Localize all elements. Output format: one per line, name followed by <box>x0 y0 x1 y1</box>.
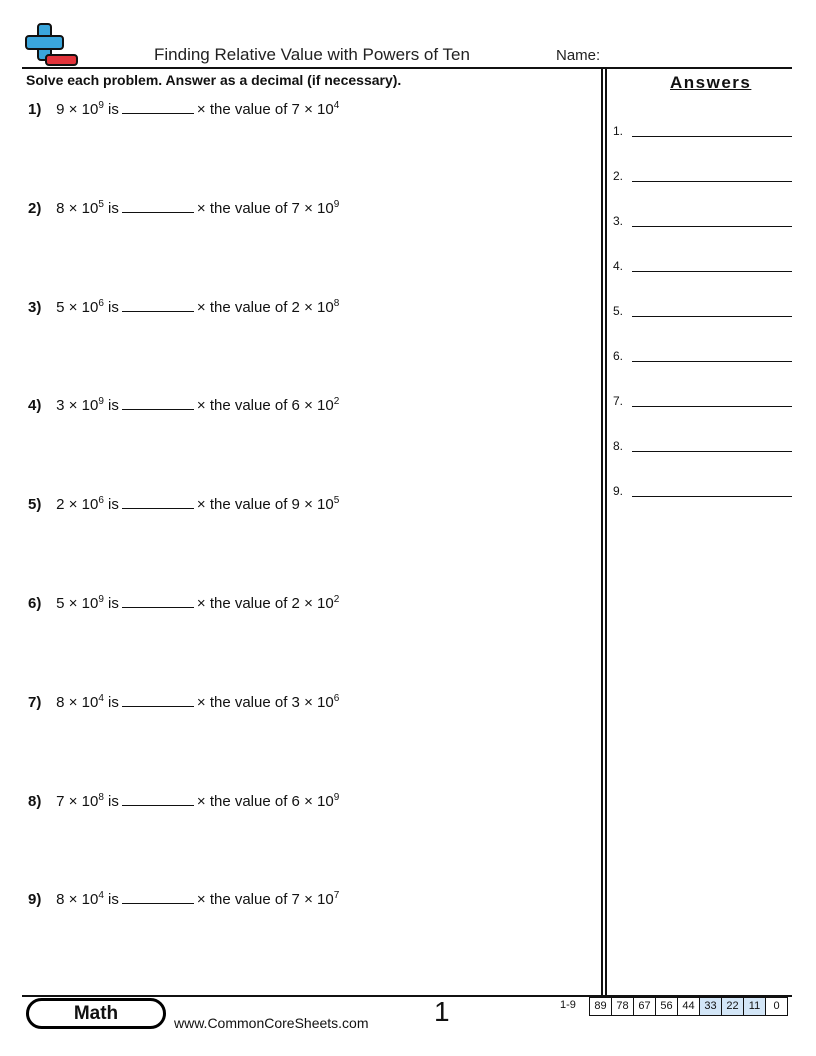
is-word: is <box>108 496 119 514</box>
times-ten: × 10 <box>304 496 334 514</box>
score-cell: 11 <box>743 998 765 1015</box>
answer-blank[interactable] <box>122 202 194 213</box>
problem-number: 5) <box>28 496 42 514</box>
times-ten: × 10 <box>304 199 334 217</box>
operand-a: 2 <box>56 496 65 514</box>
answers-heading: Answers <box>670 73 752 92</box>
answer-line[interactable] <box>632 496 792 497</box>
answer-row <box>613 214 793 228</box>
times-ten: × 10 <box>68 397 99 415</box>
problem-number: 4) <box>28 397 42 415</box>
problem-number: 3) <box>28 298 42 316</box>
value-of-text: × the value of <box>196 792 288 810</box>
times-ten: × 10 <box>68 792 99 810</box>
is-word: is <box>108 101 119 118</box>
exponent-a: 5 <box>98 198 104 210</box>
answer-line[interactable] <box>632 226 792 227</box>
answer-label: 3. <box>613 214 624 228</box>
website-link[interactable]: www.CommonCoreSheets.com <box>174 1015 369 1031</box>
is-word: is <box>108 891 119 909</box>
operand-a: 8 <box>56 199 65 217</box>
problem-number: 7) <box>28 693 42 711</box>
answer-label: 5. <box>613 304 624 318</box>
problem-row <box>28 891 339 908</box>
subject-badge: Math <box>26 998 166 1029</box>
answer-label: 9. <box>613 484 624 498</box>
score-cell: 56 <box>655 998 677 1015</box>
answer-row <box>613 484 793 498</box>
page-number: 1 <box>434 996 450 1027</box>
answer-row <box>613 259 793 273</box>
answer-row <box>613 169 793 183</box>
score-cell: 89 <box>594 1000 607 1012</box>
value-of-text: × the value of <box>196 199 288 217</box>
plus-minus-logo-icon <box>24 22 80 68</box>
answer-line[interactable] <box>632 181 792 182</box>
exponent-b: 9 <box>333 791 340 803</box>
operand-b: 6 <box>291 792 300 810</box>
times-ten: × 10 <box>304 693 334 711</box>
answer-blank[interactable] <box>122 795 194 806</box>
times-ten: × 10 <box>304 891 334 909</box>
exponent-b: 6 <box>333 692 340 704</box>
column-divider <box>605 68 607 996</box>
is-word: is <box>108 397 119 415</box>
exponent-b: 2 <box>333 594 340 605</box>
operand-a: 7 <box>56 792 65 810</box>
answer-row <box>613 349 793 363</box>
score-cell: 33 <box>699 998 721 1015</box>
exponent-b: 5 <box>333 495 340 507</box>
is-word: is <box>108 792 119 810</box>
answer-label: 6. <box>613 349 624 363</box>
score-cell: 22 <box>721 998 743 1015</box>
score-cell: 67 <box>633 998 655 1015</box>
times-ten: × 10 <box>304 397 334 415</box>
answer-line[interactable] <box>632 271 792 272</box>
exponent-a: 4 <box>98 890 104 902</box>
answer-blank[interactable] <box>122 498 194 509</box>
is-word: is <box>108 595 119 612</box>
exponent-a: 6 <box>98 495 104 507</box>
answer-row <box>613 439 793 453</box>
problem-number: 8) <box>28 792 42 810</box>
value-of-text: × the value of <box>196 397 288 415</box>
times-ten: × 10 <box>68 496 99 514</box>
problem-number: 1) <box>28 101 42 118</box>
score-cell: 0 <box>765 998 787 1015</box>
problem-number: 2) <box>28 199 42 217</box>
operand-b: 2 <box>291 595 300 612</box>
problem-number: 9) <box>28 891 42 909</box>
column-divider <box>601 68 603 996</box>
worksheet-title: Finding Relative Value with Powers of Ten <box>154 45 470 64</box>
operand-a: 8 <box>56 891 65 909</box>
answer-blank[interactable] <box>122 893 194 904</box>
header-rule <box>22 67 792 69</box>
answer-line[interactable] <box>632 136 792 137</box>
answer-label: 1. <box>613 124 624 138</box>
exponent-a: 9 <box>98 594 104 605</box>
score-cell: 78 <box>611 998 633 1015</box>
times-ten: × 10 <box>304 595 334 612</box>
problem-number: 6) <box>28 595 42 612</box>
exponent-b: 7 <box>333 890 340 902</box>
exponent-a: 4 <box>98 692 104 704</box>
operand-b: 7 <box>291 101 300 118</box>
value-of-text: × the value of <box>196 496 288 514</box>
value-of-text: × the value of <box>196 693 288 711</box>
exponent-b: 2 <box>333 396 340 408</box>
answer-line[interactable] <box>632 316 792 317</box>
score-range-label: 1-9 <box>560 999 576 1011</box>
operand-b: 7 <box>291 891 300 909</box>
times-ten: × 10 <box>68 199 99 217</box>
score-cell: 44 <box>677 998 699 1015</box>
exponent-b: 4 <box>333 100 340 111</box>
operand-a: 3 <box>56 397 65 415</box>
operand-a: 8 <box>56 693 65 711</box>
times-ten: × 10 <box>68 595 99 612</box>
answer-line[interactable] <box>632 361 792 362</box>
answer-blank[interactable] <box>122 103 194 114</box>
times-ten: × 10 <box>304 792 334 810</box>
value-of-text: × the value of <box>196 595 288 612</box>
problem-row <box>28 397 339 414</box>
operand-b: 7 <box>291 199 300 217</box>
value-of-text: × the value of <box>196 298 288 316</box>
answer-blank[interactable] <box>122 399 194 410</box>
exponent-a: 9 <box>98 396 104 408</box>
operand-b: 9 <box>291 496 300 514</box>
is-word: is <box>108 693 119 711</box>
answer-line[interactable] <box>632 451 792 452</box>
operand-a: 5 <box>56 298 65 316</box>
value-of-text: × the value of <box>196 101 288 118</box>
score-table <box>589 997 788 1016</box>
answer-row <box>613 394 793 408</box>
exponent-b: 9 <box>333 198 340 210</box>
problem-row <box>28 200 339 217</box>
answer-row <box>613 124 793 138</box>
exponent-a: 8 <box>98 791 104 803</box>
instructions: Solve each problem. Answer as a decimal (if necessary). <box>26 72 402 88</box>
problem-row <box>28 694 339 711</box>
operand-a: 5 <box>56 595 65 612</box>
is-word: is <box>108 199 119 217</box>
times-ten: × 10 <box>68 101 99 118</box>
answer-blank[interactable] <box>122 696 194 707</box>
name-label: Name: <box>556 47 601 64</box>
times-ten: × 10 <box>304 298 334 316</box>
answer-label: 2. <box>613 169 624 183</box>
exponent-a: 9 <box>98 100 104 111</box>
answer-blank[interactable] <box>122 597 194 608</box>
answer-label: 7. <box>613 394 624 408</box>
problem-row <box>28 299 339 316</box>
times-ten: × 10 <box>68 298 99 316</box>
answer-blank[interactable] <box>122 301 194 312</box>
answer-label: 4. <box>613 259 624 273</box>
operand-a: 9 <box>56 101 65 118</box>
is-word: is <box>108 298 119 316</box>
problem-row <box>28 496 339 513</box>
operand-b: 2 <box>291 298 300 316</box>
answer-label: 8. <box>613 439 624 453</box>
operand-b: 3 <box>291 693 300 711</box>
value-of-text: × the value of <box>196 891 288 909</box>
operand-b: 6 <box>291 397 300 415</box>
times-ten: × 10 <box>304 101 334 118</box>
problem-row <box>28 595 339 612</box>
answer-line[interactable] <box>632 406 792 407</box>
problem-row <box>28 101 339 118</box>
times-ten: × 10 <box>68 891 99 909</box>
answer-row <box>613 304 793 318</box>
problem-row <box>28 793 339 810</box>
exponent-a: 6 <box>98 297 104 309</box>
exponent-b: 8 <box>333 297 340 309</box>
times-ten: × 10 <box>68 693 99 711</box>
